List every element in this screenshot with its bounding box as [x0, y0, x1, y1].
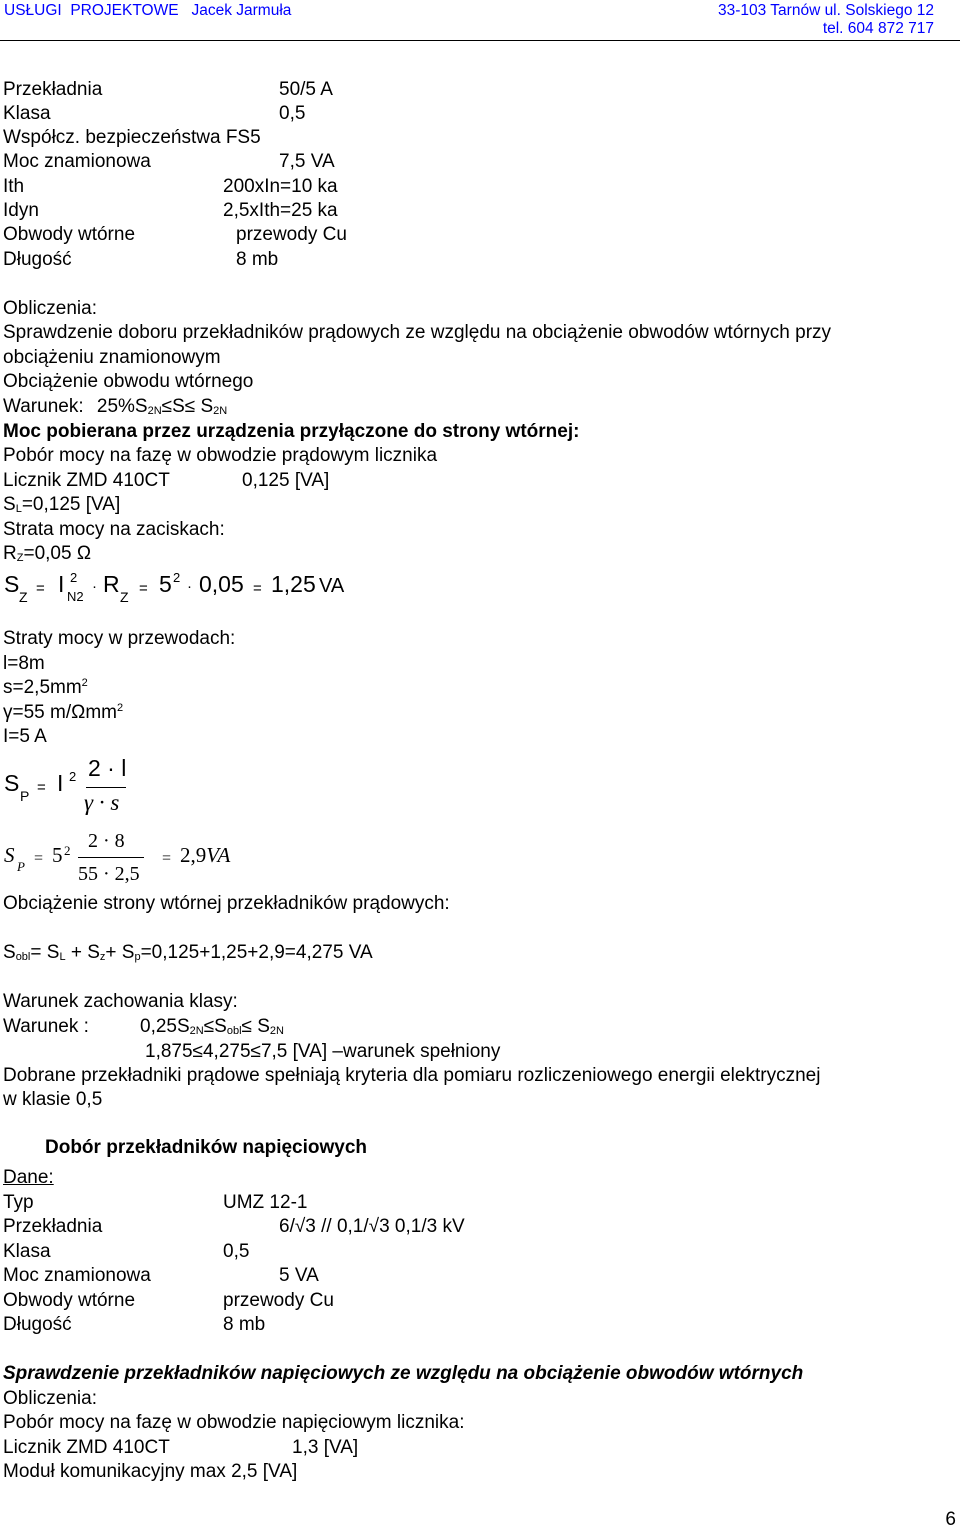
- rz-line: [3, 542, 91, 566]
- symbol: S: [3, 942, 16, 963]
- warunek-part: 25%S: [96, 396, 148, 417]
- operator: =: [37, 779, 46, 796]
- calc-text: Straty mocy w przewodach:: [3, 628, 236, 649]
- param-l: l=8m: [3, 653, 45, 674]
- operator: =: [36, 580, 45, 597]
- subscript: p: [134, 951, 141, 963]
- calc-text: Pobór mocy na fazę w obwodzie prądowym licznika: [3, 445, 438, 466]
- operator: =: [139, 580, 148, 597]
- fraction-bar: [78, 857, 144, 858]
- warunek-line: [3, 395, 227, 419]
- spec-label: Współcz. bezpieczeństwa FS5: [3, 127, 261, 148]
- subscript: 2N: [213, 405, 228, 417]
- operator: ·: [92, 578, 97, 595]
- denominator: 55 · 2,5: [78, 863, 140, 885]
- param-s: [3, 676, 88, 700]
- subscript: obl: [226, 1025, 242, 1037]
- header-phone: tel. 604 872 717: [822, 20, 934, 37]
- param-gamma: [3, 701, 123, 725]
- spec-value: 0,5: [279, 103, 306, 124]
- spec-value: przewody Cu: [223, 1290, 334, 1311]
- subscript: Z: [19, 589, 28, 605]
- calc-text: obciążeniu znamionowym: [3, 347, 221, 368]
- superscript: 2: [70, 570, 78, 585]
- spec-label: Obwody wtórne: [3, 1290, 136, 1311]
- spec-label: Typ: [3, 1192, 34, 1213]
- number: 0,05: [199, 571, 244, 597]
- result: 1,25: [271, 571, 316, 597]
- spec-label: Długość: [3, 249, 72, 270]
- text: + S: [65, 942, 100, 963]
- subscript: 2N: [189, 1025, 204, 1037]
- calc-heading: Obliczenia:: [3, 298, 97, 319]
- calc-text: Pobór mocy na fazę w obwodzie napięciowym licznika:: [3, 1412, 465, 1433]
- spec-label: Ith: [3, 176, 25, 197]
- header-company: USŁUGI PROJEKTOWE Jacek Jarmuła: [4, 2, 292, 19]
- section-title: Dobór przekładników napięciowych: [45, 1137, 368, 1158]
- superscript: 2: [69, 769, 77, 784]
- spec-value: przewody Cu: [236, 224, 347, 245]
- operator: =: [34, 850, 44, 867]
- spec-value: 200xIn=10 ka: [223, 176, 338, 197]
- class-condition-values: 1,875≤4,275≤7,5 [VA] –warunek spełniony: [145, 1041, 501, 1062]
- subscript: obl: [15, 951, 31, 963]
- calc-text: Obciążenie obwodu wtórnego: [3, 371, 254, 392]
- subscript: 2N: [147, 405, 162, 417]
- spec-value: 8 mb: [236, 249, 279, 270]
- subscript: N2: [67, 589, 84, 604]
- superscript: 2: [64, 843, 71, 858]
- vt-check-title: Sprawdzenie przekładników napięciowych ze względu na obciążenie obwodów wtórnych: [3, 1363, 804, 1384]
- page-number: 6: [945, 1509, 956, 1530]
- spec-label: Moc znamionowa: [3, 151, 151, 172]
- conclusion: w klasie 0,5: [3, 1089, 103, 1110]
- spec-label: Obwody wtórne: [3, 224, 136, 245]
- unit: VA: [319, 575, 345, 597]
- calc-text: Strata mocy na zaciskach:: [3, 519, 225, 540]
- licznik-value: 1,3 [VA]: [292, 1437, 359, 1458]
- spec-label: Przekładnia: [3, 1216, 103, 1237]
- page-header: [0, 0, 960, 41]
- text: =0,125+1,25+2,9=4,275 VA: [140, 942, 373, 963]
- fraction-bar: [86, 787, 126, 788]
- subscript: Z: [16, 552, 24, 564]
- symbol: R: [103, 571, 120, 597]
- param-i: I=5 A: [3, 726, 47, 747]
- spec-value: 8 mb: [223, 1314, 266, 1335]
- unit: VA: [206, 843, 231, 867]
- sl-line: [3, 493, 120, 517]
- superscript: 2: [81, 677, 88, 689]
- calc-text: Sprawdzenie doboru przekładników prądowych ze względu na obciążenie obwodów wtórnych przy: [3, 322, 832, 343]
- symbol: S: [4, 770, 20, 796]
- symbol: S: [4, 843, 15, 867]
- symbol: S: [4, 571, 20, 597]
- subscript: P: [20, 788, 30, 804]
- licznik-label: Licznik ZMD 410CT: [3, 1437, 170, 1458]
- value: γ=55 m/Ωmm: [3, 702, 117, 723]
- spec-label: Idyn: [3, 200, 39, 221]
- denominator: γ · s: [84, 790, 120, 815]
- dane-heading: Dane:: [3, 1167, 54, 1188]
- spec-label: Klasa: [3, 103, 51, 124]
- subscript: 2N: [269, 1025, 284, 1037]
- warunek-label: Warunek :: [3, 1016, 89, 1037]
- spec-value: 2,5xIth=25 ka: [223, 200, 338, 221]
- value: =0,125 [VA]: [21, 494, 121, 515]
- symbol: I: [58, 571, 65, 597]
- calc-text: Moduł komunikacyjny max 2,5 [VA]: [3, 1461, 298, 1482]
- licznik-value: 0,125 [VA]: [242, 470, 330, 491]
- text: + S: [105, 942, 135, 963]
- spec-label: Klasa: [3, 1241, 51, 1262]
- value: s=2,5mm: [3, 677, 82, 698]
- spec-value: 6/√3 // 0,1/√3 0,1/3 kV: [279, 1216, 465, 1237]
- header-address: [718, 2, 934, 38]
- warunek-part: ≤S≤ S: [161, 396, 214, 417]
- spec-value: 7,5 VA: [279, 151, 335, 172]
- text: 0,25S: [140, 1016, 190, 1037]
- numerator: 2 · l: [88, 755, 127, 781]
- subscript: z: [99, 951, 106, 963]
- subscript: L: [59, 951, 66, 963]
- section-bold-heading: Moc pobierana przez urządzenia przyłączone do strony wtórnej:: [3, 421, 580, 442]
- calc-text: Obciążenie strony wtórnej przekładników prądowych:: [3, 893, 450, 914]
- text: ≤ S: [241, 1016, 270, 1037]
- operator: =: [162, 850, 172, 867]
- number: 2,9: [180, 843, 207, 867]
- operator: ·: [187, 578, 192, 595]
- operator: =: [253, 580, 262, 597]
- spec-label: Przekładnia: [3, 79, 103, 100]
- symbol: S: [3, 494, 16, 515]
- spec-value: UMZ 12-1: [223, 1192, 308, 1213]
- text: = S: [30, 942, 60, 963]
- calc-text: Warunek zachowania klasy:: [3, 991, 238, 1012]
- result: [180, 843, 230, 867]
- numerator: 2 · 8: [88, 830, 125, 852]
- sobl-line: [3, 941, 373, 965]
- spec-value: 50/5 A: [279, 79, 333, 100]
- calc-heading: Obliczenia:: [3, 1388, 97, 1409]
- conclusion: Dobrane przekładniki prądowe spełniają kryteria dla pomiaru rozliczeniowego energii elektrycznej: [3, 1065, 821, 1086]
- symbol: I: [57, 770, 64, 796]
- spec-label: Moc znamionowa: [3, 1265, 151, 1286]
- subscript: Z: [120, 589, 129, 605]
- subscript: L: [15, 503, 22, 515]
- number: 5: [159, 571, 172, 597]
- subscript: P: [17, 859, 25, 874]
- superscript: 2: [116, 702, 124, 714]
- spec-value: 0,5: [223, 1241, 250, 1262]
- number: 5: [52, 843, 63, 867]
- spec-value: 5 VA: [279, 1265, 319, 1286]
- class-condition: [140, 1015, 284, 1039]
- licznik-label: Licznik ZMD 410CT: [3, 470, 170, 491]
- value: =0,05 Ω: [23, 543, 92, 564]
- symbol: R: [3, 543, 17, 564]
- spec-label: Długość: [3, 1314, 72, 1335]
- superscript: 2: [173, 570, 181, 585]
- header-address-line: 33-103 Tarnów ul. Solskiego 12: [718, 2, 934, 19]
- warunek-label: Warunek:: [3, 396, 84, 417]
- text: ≤S: [203, 1016, 227, 1037]
